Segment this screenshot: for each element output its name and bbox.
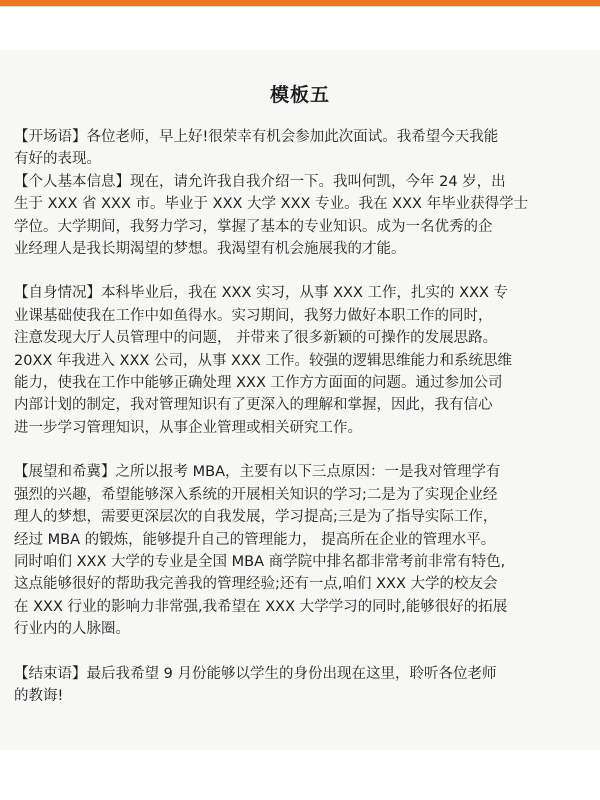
paragraph-gap <box>14 641 592 663</box>
document-body <box>14 126 592 707</box>
paragraph-gap <box>14 260 592 282</box>
section-self-situation: 【自身情况】本科毕业后，我在 XXX 实习，从事 XXX 工作，扎实的 XXX 专 业课基础使我在工作中如鱼得水。实习期间，我努力做好本职工作的同时， 注意发现大厅人员管理中的问题， 并带来了很多新颖的可操作的发展思路。 20XX 年我进入 XXX 公司，从事 XXX 工作。较强的逻辑思维能力和系统思维 能力，使我在工作中能够正确处理 XXX 工作方方面面的问题。通过参加公司 内部计划的制定，我对管理知识有了更深入的理解和掌握，因此，我有信心 进一步学习管理知识，从事企业管理或相关研究工作。 <box>14 285 512 436</box>
paragraph-gap <box>14 439 592 461</box>
section-personal-info: 【个人基本信息】现在，请允许我自我介绍一下。我叫何凯，今年 24 岁，出 生于 XXX 省 XXX 市。毕业于 XXX 大学 XXX 专业。我在 XXX 年毕业获得学士 学位。大学期间，我努力学习，掌握了基本的专业知识。成为一名优秀的企 业经理人是我长期渴望的梦想。我渴望有机会施展我的才能。 <box>14 173 529 258</box>
section-closing: 【结束语】最后我希望 9 月份能够以学生的身份出现在这里，聆听各位老师 的教诲! <box>14 665 497 704</box>
document-title: 模板五 <box>269 84 330 106</box>
top-divider <box>0 6 600 7</box>
section-outlook: 【展望和希冀】之所以报考 MBA，主要有以下三点原因：一是我对管理学有 强烈的兴趣，希望能够深入系统的开展相关知识的学习;二是为了实现企业经 理人的梦想，需要更深层次的自我发展，学习提高;三是为了指导实际工作， 经过 MBA 的锻炼，能够提升自己的管理能力， 提高所在企业的管理水平。 同时咱们 XXX 大学的专业是全国 MBA 商学院中排名都非常考前非常有特色, 这点能够很好的帮助我完善我的管理经验;还有一点,咱们 XXX 大学的校友会 在 XXX 行业的影响力非常强,我希望在 XXX 大学学习的同时,能够很好的拓展 行业内的人脉圈。 <box>14 464 508 638</box>
section-opening: 【开场语】各位老师，早上好!很荣幸有机会参加此次面试。我希望今天我能 有好的表现。 <box>14 129 499 168</box>
